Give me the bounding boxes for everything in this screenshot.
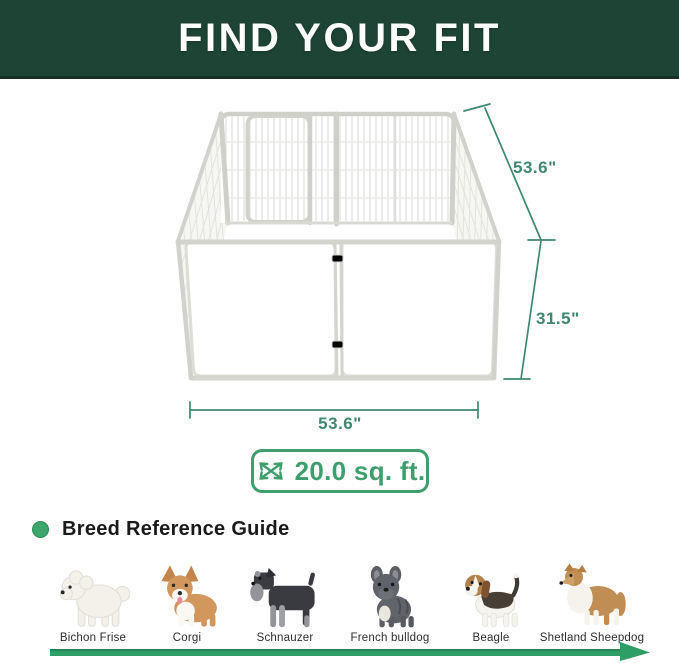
depth-dimension-label: 53.6" — [513, 158, 557, 177]
shetland-sheepdog-illustration — [554, 562, 630, 628]
playpen-back-wall — [221, 114, 454, 224]
schnauzer-illustration — [248, 565, 322, 628]
width-dimension-label: 53.6" — [318, 414, 362, 433]
breed-label: Schnauzer — [256, 632, 314, 644]
expand-arrows-icon — [255, 457, 287, 485]
beagle-illustration — [456, 567, 526, 628]
breed-label: Shetland Sheepdog — [539, 632, 645, 644]
breed-label: Beagle — [472, 632, 510, 644]
breed-label: Corgi — [172, 632, 202, 644]
playpen-front-wall — [178, 241, 499, 378]
right-arrow-icon — [38, 640, 658, 663]
french-bulldog-illustration — [357, 566, 423, 628]
area-badge — [251, 449, 429, 493]
breed-label: Bichon Frise — [59, 632, 127, 644]
breed-guide-header — [32, 518, 290, 541]
breed-guide-title: Breed Reference Guide — [62, 518, 290, 540]
bichon-frise-illustration — [56, 570, 130, 628]
header-banner — [0, 0, 679, 79]
playpen-illustration — [0, 85, 679, 430]
corgi-illustration — [151, 564, 223, 628]
height-dimension-label: 31.5" — [536, 309, 580, 328]
hinge — [332, 341, 343, 348]
page-title: FIND YOUR FIT — [178, 15, 501, 60]
breed-label: French bulldog — [350, 632, 430, 644]
dot-icon — [32, 521, 49, 538]
area-badge-label: 20.0 sq. ft. — [294, 455, 426, 486]
hinge — [332, 255, 343, 262]
